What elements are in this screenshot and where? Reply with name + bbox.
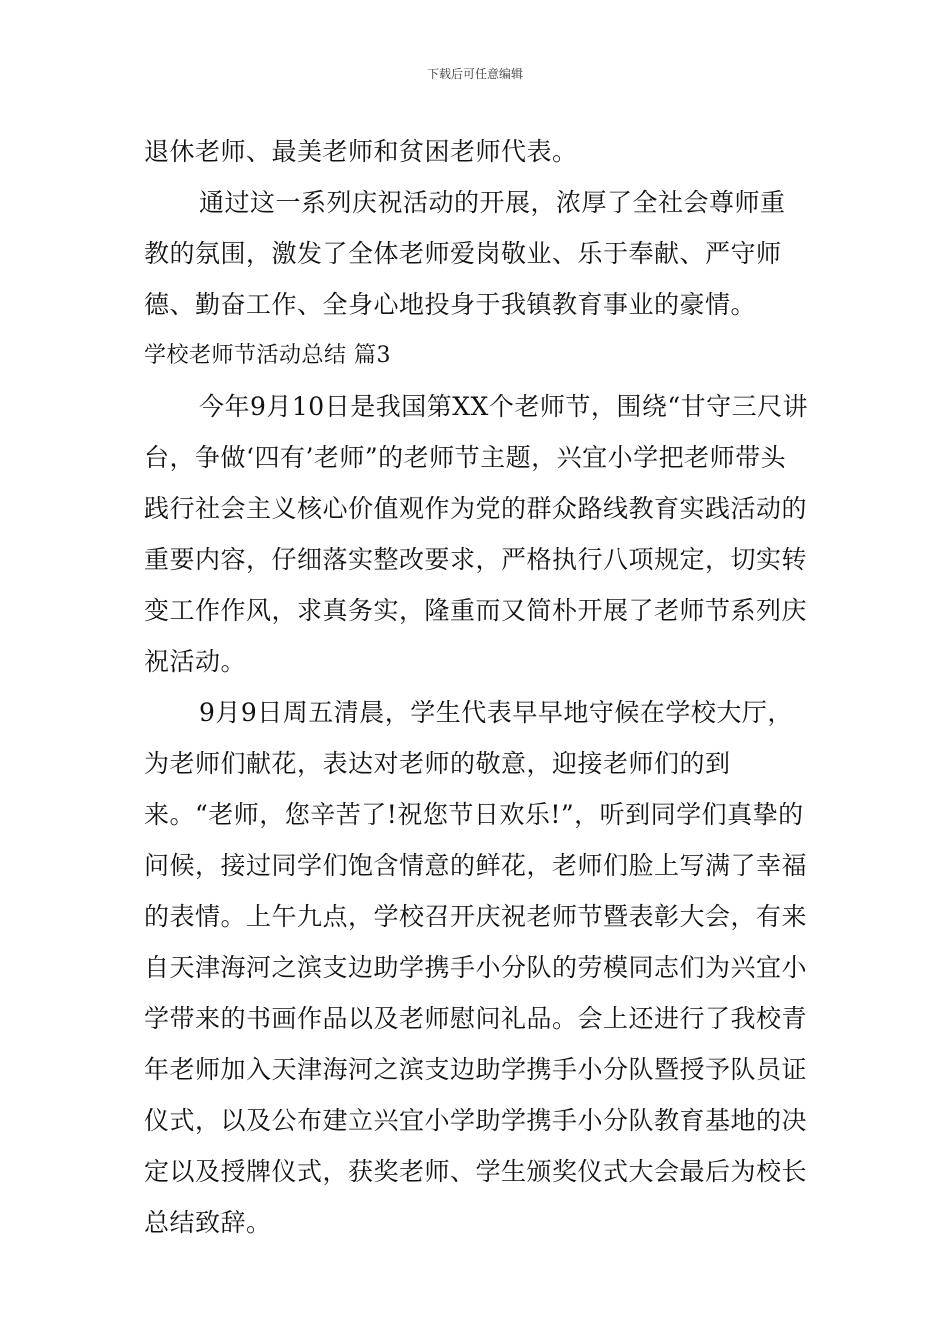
- paragraph-1: 退休老师、最美老师和贫困老师代表。: [144, 137, 578, 166]
- section-title: 学校老师节活动总结 篇3: [144, 343, 391, 368]
- header-note: 下载后可任意编辑: [426, 67, 523, 81]
- paragraph-3: 今年9月10日是我国第XX个老师节，围绕“甘守三尺讲台，争做‘四有’老师”的老师节主题，兴宜小学把老师带头践行社会主义核心价值观作为党的群众路线教育实践活动的重要内容，仔细落实整改要求，严格执行八项规定，切实转变工作作风，求真务实，隆重而又简朴开展了老师节系列庆祝活动。: [144, 392, 809, 676]
- paragraph-2: 通过这一系列庆祝活动的开展，浓厚了全社会尊师重教的氛围，激发了全体老师爱岗敬业、乐于奉献、严守师德、勤奋工作、全身心地投身于我镇教育事业的豪情。: [144, 188, 786, 319]
- paragraph-4: 9月9日周五清晨，学生代表早早地守候在学校大厅，为老师们献花，表达对老师的敬意，迎接老师们的到来。“老师，您辛苦了!祝您节日欢乐!”，听到同学们真挚的问候，接过同学们饱含情意的鲜花，老师们脸上写满了幸福的表情。上午九点，学校召开庆祝老师节暨表彰大会，有来自天津海河之滨支边助学携手小分队的劳模同志们为兴宜小学带来的书画作品以及老师慰问礼品。会上还进行了我校青年老师加入天津海河之滨支边助学携手小分队暨授予队员证仪式，以及公布建立兴宜小学助学携手小分队教育基地的决定以及授牌仪式，获奖老师、学生颁奖仪式大会最后为校长总结致辞。: [144, 698, 808, 1237]
- document-body: [144, 126, 809, 1248]
